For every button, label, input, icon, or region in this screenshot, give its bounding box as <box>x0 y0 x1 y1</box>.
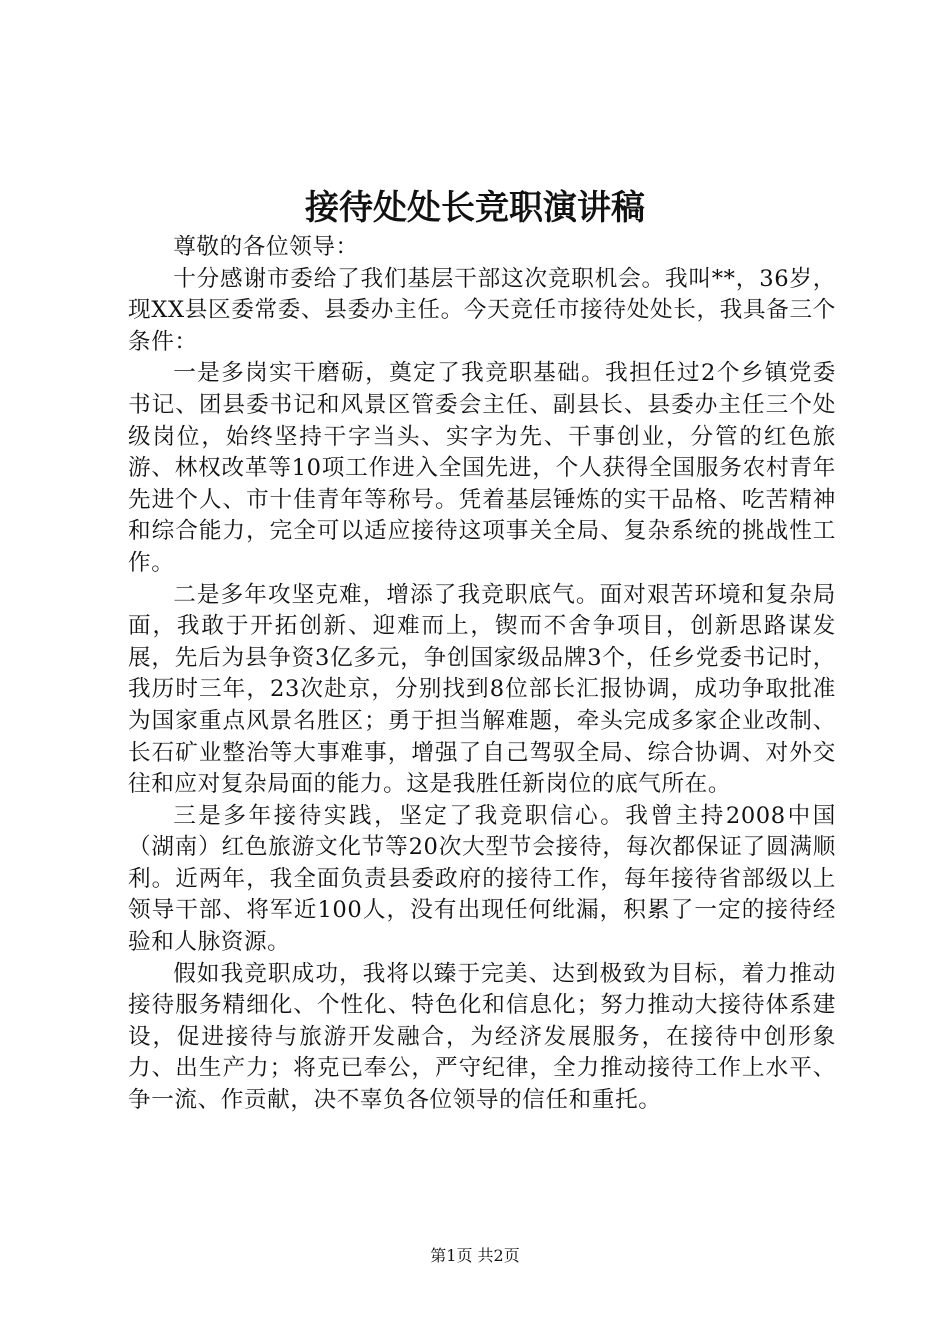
document-title: 接待处处长竞职演讲稿 <box>305 188 645 228</box>
paragraph-intro: 十分感谢市委给了我们基层干部这次竞职机会。我叫**，36岁，现XX县区委常委、县委办主任。今天竞任市接待处处长，我具备三个条件： <box>128 265 836 355</box>
page-number: 第1页 共2页 <box>430 1246 520 1265</box>
paragraph-condition-one: 一是多岗实干磨砺，奠定了我竞职基础。我担任过2个乡镇党委书记、团县委书记和风景区管委会主任、副县长、县委办主任三个处级岗位，始终坚持干字当头、实字为先、干事创业，分管的红色旅游、林权改革等10项工作进入全国先进，个人获得全国服务农村青年先进个人、市十佳青年等称号。凭着基层锤炼的实干品格、吃苦精神和综合能力，完全可以适应接待这项事关全局、复杂系统的挑战性工作。 <box>128 360 836 576</box>
paragraph-condition-two: 二是多年攻坚克难，增添了我竞职底气。面对艰苦环境和复杂局面，我敢于开拓创新、迎难而上，锲而不舍争项目，创新思路谋发展，先后为县争资3亿多元，争创国家级品牌3个，任乡党委书记时，我历时三年，23次赴京，分别找到8位部长汇报协调，成功争取批准为国家重点风景名胜区；勇于担当解难题，牵头完成多家企业改制、长石矿业整治等大事难事，增强了自己驾驭全局、综合协调、对外交往和应对复杂局面的能力。这是我胜任新岗位的底气所在。 <box>128 581 836 798</box>
paragraph-condition-three: 三是多年接待实践，坚定了我竞职信心。我曾主持2008中国（湖南）红色旅游文化节等20次大型节会接待，每次都保证了圆满顺利。近两年，我全面负责县委政府的接待工作，每年接待省部级以上领导干部、将军近100人，没有出现任何纰漏，积累了一定的接待经验和人脉资源。 <box>128 802 836 956</box>
salutation: 尊敬的各位领导： <box>173 234 359 260</box>
paragraph-conclusion: 假如我竞职成功，我将以臻于完美、达到极致为目标，着力推动接待服务精细化、个性化、特色化和信息化；努力推动大接待体系建设，促进接待与旅游开发融合，为经济发展服务，在接待中创形象力、出生产力；将克已奉公，严守纪律，全力推动接待工作上水平、争一流、作贡献，决不辜负各位领导的信任和重托。 <box>128 960 836 1114</box>
document-body <box>128 232 836 1117</box>
